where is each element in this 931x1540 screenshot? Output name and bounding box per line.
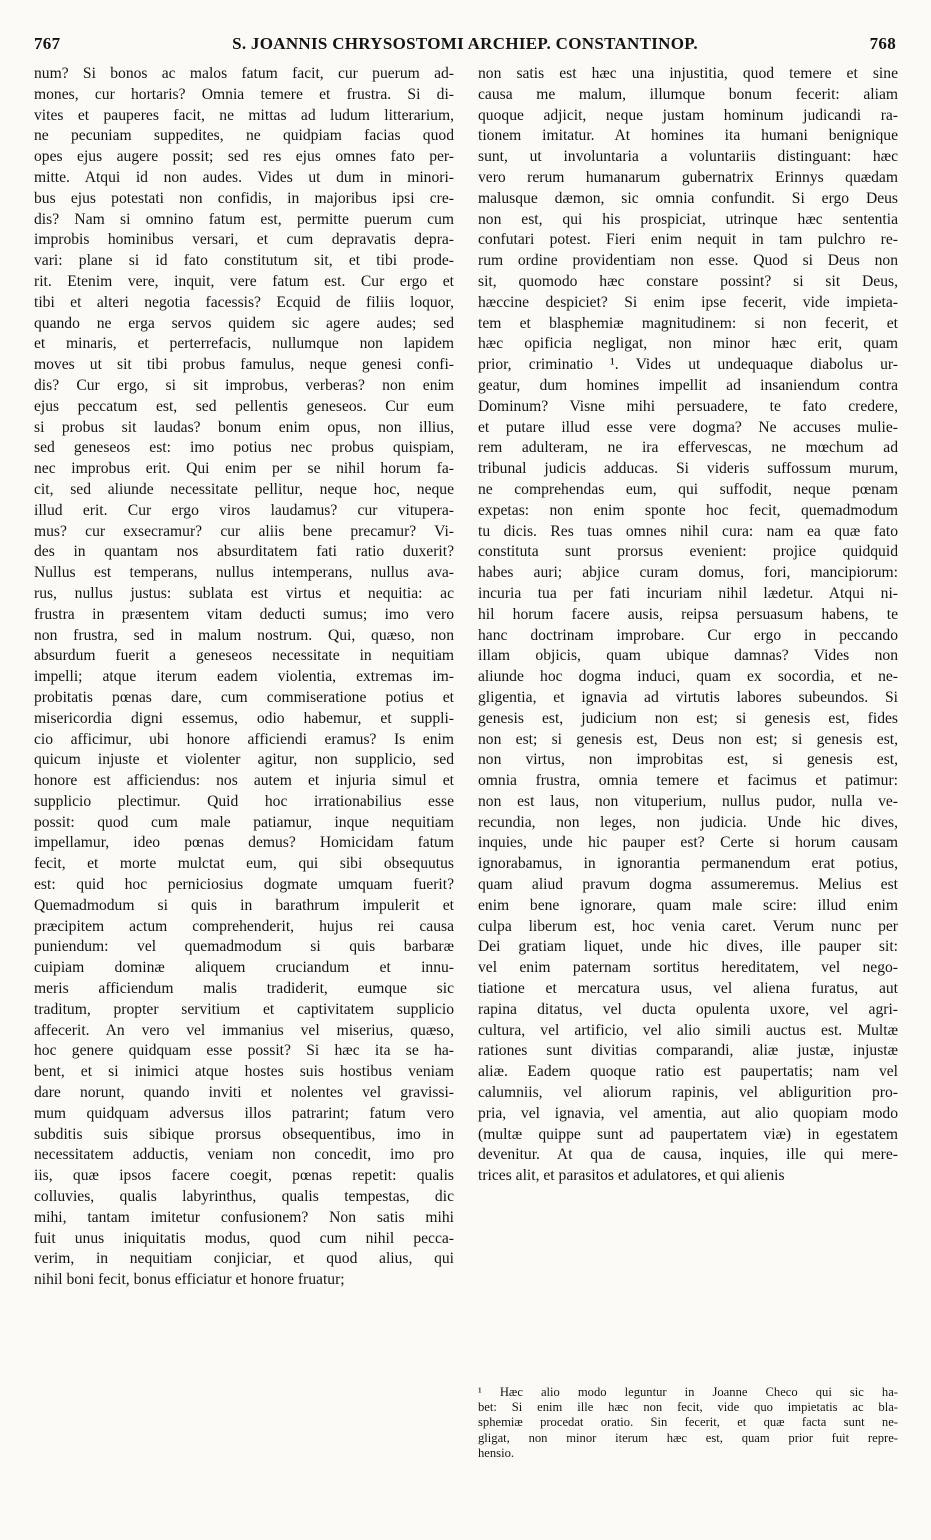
right-column — [478, 64, 898, 1187]
text-line: puniendum: vel quemadmodum si quis barbaræ — [34, 938, 454, 956]
text-line: cit, sed aliunde necessitate pellitur, neque hoc, neque — [34, 480, 454, 498]
text-line: nec improbus erit. Qui enim per se nihil horum fa- — [34, 460, 454, 478]
text-line: sed geneseos est: imo potius nec probus quispiam, — [34, 439, 454, 457]
text-line: constituta sunt prorsus evenient: projice quidquid — [478, 543, 898, 561]
text-line: meris afficiendum malis tradiderit, eumque sic — [34, 980, 454, 998]
text-line: iis, quæ ipsos facere coegit, pœnas repetit: qualis — [34, 1167, 454, 1185]
text-line: enim bene ignorare, quam male scire: illud enim — [478, 896, 898, 914]
text-line: malusque dæmon, sic omnia confundit. Si ergo Deus — [478, 189, 898, 207]
text-line: confutari potest. Fieri enim nequit in tam pulchro re- — [478, 231, 898, 249]
text-line: non satis est hæc una injustitia, quod temere et sine — [478, 65, 898, 82]
running-title: S. JOANNIS CHRYSOSTOMI ARCHIEP. CONSTANTINOP. — [232, 34, 698, 53]
text-line: devenitur. At qua de causa, inquies, ille qui mere- — [478, 1146, 898, 1164]
text-line: (multæ quippe sunt ad paupertatem viæ) in egestatem — [478, 1125, 898, 1143]
text-line: moves ut sit tibi probus famulus, neque genesi confi- — [34, 356, 454, 374]
text-line: misericordia digni essemus, odio habemur, et suppli- — [34, 709, 454, 727]
text-line: aliunde hoc dogma induci, quam ex socordia, et ne- — [478, 668, 898, 686]
text-line: subditis suis sibique prorsus obsequentibus, imo in — [34, 1125, 454, 1143]
text-line: prior, criminatio ¹. Vides ut undequaque diabolus ur- — [478, 356, 898, 374]
text-line: tribunal judicis adducas. Si videris suffossum murum, — [478, 460, 898, 478]
text-line: mihi, tantam imitetur confusionem? Non satis mihi — [34, 1208, 454, 1226]
text-line: hil horum facere ausis, reipsa persuasum habens, te — [478, 605, 898, 623]
text-line: mum quidquam adversus illos patrarint; fatum vero — [34, 1104, 454, 1122]
text-line: dis? Nam si omnino fatum est, permitte puerum cum — [34, 210, 454, 228]
text-line: tem et blasphemiæ magnitudinem: si non fecerit, et — [478, 314, 898, 332]
text-line: vites et pauperes facit, ne mittas ad ludum litterarium, — [34, 106, 454, 124]
text-line: quoque adjicit, neque justam hominum judicandi ra- — [478, 106, 898, 124]
text-line: tibi et alteri negotia facessis? Ecquid de filiis loquor, — [34, 293, 454, 311]
text-line: quicum injuste et violenter agitur, non supplicio, sed — [34, 751, 454, 769]
text-line: ejus peccatum est, sed pellentis geneseos. Cur eum — [34, 397, 454, 415]
text-line: habes auri; abjice curam domus, fori, mancipiorum: — [478, 564, 898, 582]
text-line: non est laus, non vituperium, nullus pudor, nulla ve- — [478, 792, 898, 810]
page-number-right: 768 — [869, 34, 896, 53]
text-line: honore est afficiendus: nos autem et injuria simul et — [34, 772, 454, 790]
text-line: hæc opificia negligat, non minor hæc erit, quam — [478, 335, 898, 353]
text-line: illam objicis, quam ubique damnas? Vides non — [478, 647, 898, 665]
text-line: Quemadmodum si quis in barathrum impulerit et — [34, 896, 454, 914]
text-line: mitte. Atqui id non audes. Vides ut dum in minori- — [34, 168, 454, 186]
text-line: aliæ. Eadem quoque ratio est paupertatis; nam vel — [478, 1063, 898, 1081]
text-line: bus ejus potestati non confidis, in majoribus ipsi cre- — [34, 189, 454, 207]
text-line: mones, cur hortaris? Omnia temere et frustra. Si di- — [34, 85, 454, 103]
text-line: rapina ditatus, vel ducta opulenta uxore, vel agri- — [478, 1000, 898, 1018]
running-header — [34, 34, 896, 60]
footnote-line: bet: Si enim ille hæc non fecit, vide quo impietatis ac bla- — [478, 1400, 898, 1415]
footnote — [478, 1385, 898, 1461]
text-line: illud erit. Cur ergo viros laudamus? cur vitupera- — [34, 501, 454, 519]
text-line: recundia, non leges, non judicia. Unde hic dives, — [478, 813, 898, 831]
text-line: Nullus est temperans, nullus intemperans, nullus ava- — [34, 564, 454, 582]
text-line: verim, in nequitiam conjiciar, et quod alius, qui — [34, 1250, 454, 1268]
text-line: trices alit, et parasitos et adulatores, et qui alienis — [478, 1167, 785, 1185]
text-line: fuit unus iniquitatis modus, quod cum nihil pecca- — [34, 1229, 454, 1247]
text-line: ne pecuniam suppedites, ne quidpiam facias quod — [34, 127, 454, 145]
left-column — [34, 64, 454, 1291]
text-line: geatur, dum homines impellit ad insaniendum contra — [478, 376, 898, 394]
text-line: cuipiam dominæ aliquem cruciandum et innu- — [34, 959, 454, 977]
text-line: culpa liberum est, hoc venia caret. Verum nunc per — [478, 917, 898, 935]
text-line: omnia frustra, omnia temere et facimus et patimur: — [478, 772, 898, 790]
footnote-line: gligat, non minor iterum hæc est, quam prior fuit repre- — [478, 1430, 898, 1445]
text-line: necessitatem adductis, veniam non concedit, imo pro — [34, 1146, 454, 1164]
text-line: genesis est, judicium non est; si genesis est, fides — [478, 709, 898, 727]
text-line: rit. Etenim vere, inquit, vere fatum est. Cur ergo et — [34, 272, 454, 290]
text-line: inquies, unde hic pauper est? Certe si horum causam — [478, 834, 898, 852]
text-line: ne comprehendas eum, qui suffodit, neque pœnam — [478, 480, 898, 498]
text-line: hæccine despiciet? Si enim ipse fecerit, vide impieta- — [478, 293, 898, 311]
text-line: rum ordine providentiam non esse. Quod si Deus non — [478, 252, 898, 270]
text-line: non frustra, sed in malum nostrum. Qui, quæso, non — [34, 626, 454, 644]
text-line: traditum, propter servitium et captivitatem supplicio — [34, 1000, 454, 1018]
text-line: rationes sunt divitias comparandi, aliæ justæ, injustæ — [478, 1042, 898, 1060]
text-line: pria, vel ignavia, vel amentia, aut alio quopiam modo — [478, 1104, 898, 1122]
footnote-line: ¹ Hæc alio modo leguntur in Joanne Checo qui sic ha- — [478, 1385, 898, 1399]
text-line: dis? Cur ergo, si sit improbus, verberas? non enim — [34, 376, 454, 394]
text-line: et minaris, et perterrefacis, nullumque non lapidem — [34, 335, 454, 353]
text-line: num? Si bonos ac malos fatum facit, cur puerum ad- — [34, 65, 454, 82]
text-line: et putare illud esse vere dogma? Ne accuses mulie- — [478, 418, 898, 436]
text-line: ignorabamus, in ignorantia permanendum erat potius, — [478, 855, 898, 873]
text-line: frustra in præsentem vitam deducti sumus; imo vero — [34, 605, 454, 623]
text-line: Dei gratiam liquet, unde hic dives, ille pauper sit: — [478, 938, 898, 956]
page-number-left: 767 — [34, 34, 61, 53]
text-line: hoc genere quidquam esse possit? Si hæc ita se ha- — [34, 1042, 454, 1060]
footnote-line: hensio. — [478, 1445, 515, 1460]
text-line: non est, qui his prospiciat, utrinque hæc sententia — [478, 210, 898, 228]
text-line: bent, et si inimici atque hostes suis hostibus veniam — [34, 1063, 454, 1081]
text-line: affecerit. An vero vel immanius vel miserius, quæso, — [34, 1021, 454, 1039]
text-line: gligentia, et ignavia ad virtutis labores subeundos. Si — [478, 688, 898, 706]
text-line: impelli; atque iterum eadem violentia, extremas im- — [34, 668, 454, 686]
text-line: tionem imitatur. At homines ita humani benignique — [478, 127, 898, 145]
text-line: tiatione et mercatura usus, vel aliena furatus, aut — [478, 980, 898, 998]
text-line: non virtus, non improbitas est, si genesis est, — [478, 751, 898, 769]
text-line: est: quid hoc perniciosius dogmate umquam fuerit? — [34, 876, 454, 894]
text-line: tu dicis. Res tuas omnes nihil cura: nam ea quæ fato — [478, 522, 898, 540]
text-line: fecit, et morte mulctat eum, qui sibi obsequutus — [34, 855, 454, 873]
text-line: rem adulteram, ne ira effervescas, ne mœchum ad — [478, 439, 898, 457]
text-line: Dominum? Visne mihi persuadere, te fato credere, — [478, 397, 898, 415]
text-line: quam aliud pravum dogma assumeremus. Melius est — [478, 876, 898, 894]
text-line: expetas: non enim sponte hoc fecit, quemadmodum — [478, 501, 898, 519]
footnote-line: sphemiæ procedat oratio. Sin fecerit, et quæ facta sunt ne- — [478, 1415, 898, 1430]
text-line: sit, quomodo hæc constare possint? si sit Deus, — [478, 272, 898, 290]
text-line: cultura, vel artificio, vel alio simili auctus est. Multæ — [478, 1021, 898, 1039]
text-line: si probus sit laudas? bonum enim opus, non illius, — [34, 418, 454, 436]
text-line: quando ne erga servos quidem sic agere audes; sed — [34, 314, 454, 332]
text-line: vero rerum humanarum gubernatrix Erinnys quædam — [478, 168, 898, 186]
text-line: hanc doctrinam improbare. Cur ergo in peccando — [478, 626, 898, 644]
text-line: possit: quod cum male patiamur, inque nequitiam — [34, 813, 454, 831]
text-line: rus, nullus justus: sublata est virtus et nequitia: ac — [34, 584, 454, 602]
text-line: cio afficimur, ubi honore afficiendi eramus? Is enim — [34, 730, 454, 748]
text-line: vari: plane si id fato constitutum sit, et tibi prode- — [34, 252, 454, 270]
text-line: dare norunt, quando inviti et nolentes vel gravissi- — [34, 1084, 454, 1102]
text-line: probitatis pœnas dare, cum commiseratione potius et — [34, 688, 454, 706]
text-line: improbis hominibus versari, et cum depravatis depra- — [34, 231, 454, 249]
text-line: supplicio plectimur. Quid hoc irrationabilius esse — [34, 792, 454, 810]
text-line: sunt, ut involuntaria a voluntariis distinguant: hæc — [478, 148, 898, 166]
text-line: absurdum fuerit a geneseos necessitate in nequitiam — [34, 647, 454, 665]
text-line: incuria tua per fati incuriam nihil lædetur. Atqui ni- — [478, 584, 898, 602]
text-line: opes ejus augere possit; sed res ejus omnes fato per- — [34, 148, 454, 166]
text-line: præcipitem actum comprehenderit, hujus rei causa — [34, 917, 454, 935]
text-line: causa me malum, illumque bonum fecerit: aliam — [478, 85, 898, 103]
text-line: non est; si genesis est, Deus non est; si genesis est, — [478, 730, 898, 748]
text-line: mus? cur exsecramur? cur aliis bene precamur? Vi- — [34, 522, 454, 540]
text-line: des in quantam nos absurditatem fati ratio duxerit? — [34, 543, 454, 561]
text-line: impellamur, ideo pœnas demus? Homicidam fatum — [34, 834, 454, 852]
text-line: vel enim paternam sortitus hereditatem, vel nego- — [478, 959, 898, 977]
text-line: calumniis, vel aliorum rapinis, vel abligurition pro- — [478, 1084, 898, 1102]
text-line: nihil boni fecit, bonus efficiatur et honore fruatur; — [34, 1271, 345, 1289]
text-line: colluvies, qualis labyrinthus, qualis tempestas, dic — [34, 1188, 454, 1206]
